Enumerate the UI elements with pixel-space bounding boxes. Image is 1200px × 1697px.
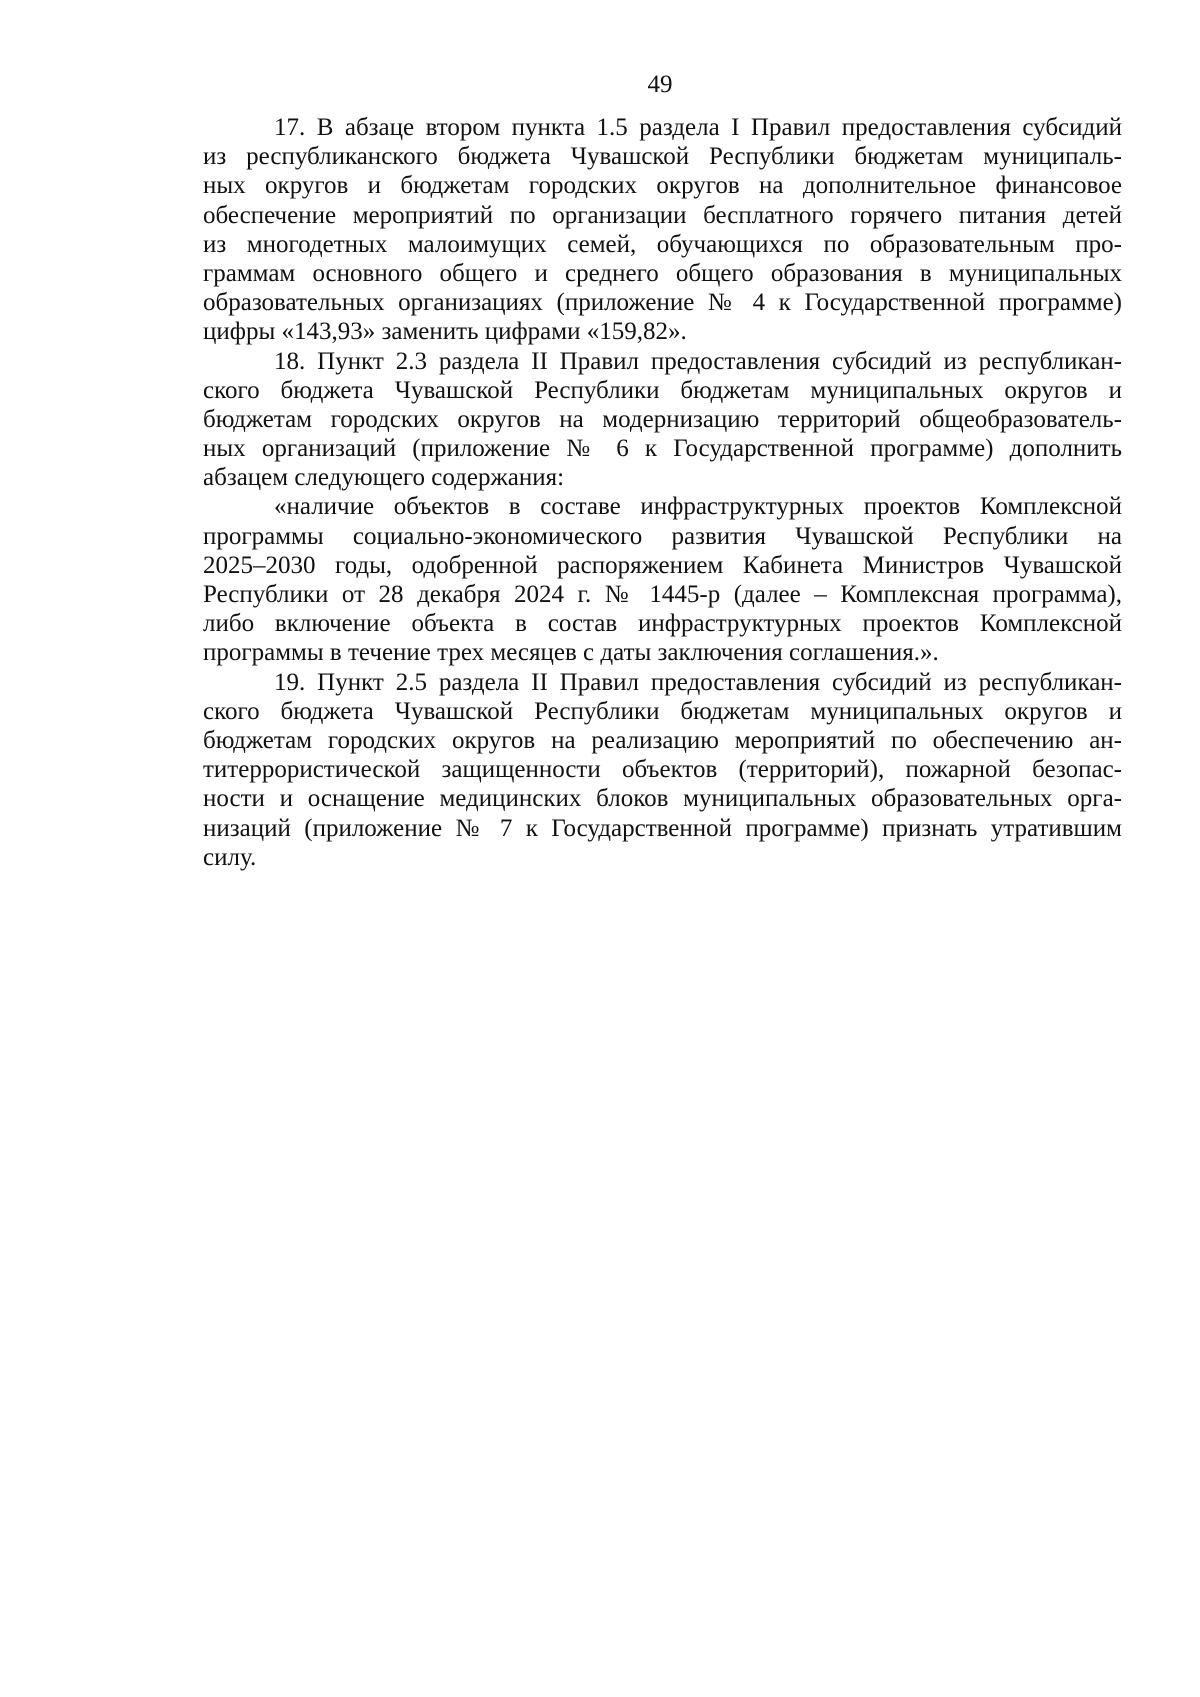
text-line: из республиканского бюджета Чувашской Республики бюджетам муниципаль-: [203, 143, 1122, 171]
text-line: титеррористической защищенности объектов (территорий), пожарной безопас-: [203, 756, 1122, 784]
text-line: абзацем следующего содержания:: [203, 464, 565, 492]
text-line: бюджетам городских округов на модернизацию территорий общеобразователь-: [203, 405, 1122, 433]
text-line: низаций (приложение № 7 к Государственной программе) признать утратившим: [203, 814, 1122, 842]
text-line: ных организаций (приложение № 6 к Государственной программе) дополнить: [203, 435, 1122, 463]
text-line: граммам основного общего и среднего общего образования в муниципальных: [203, 259, 1122, 287]
text-line: 19. Пункт 2.5 раздела II Правил предоставления субсидий из республикан-: [274, 668, 1122, 696]
text-line: ского бюджета Чувашской Республики бюджетам муниципальных округов и: [203, 697, 1122, 725]
text-line: образовательных организациях (приложение № 4 к Государственной программе): [203, 289, 1122, 317]
document-body: [203, 113, 1122, 872]
text-line: бюджетам городских округов на реализацию мероприятий по обеспечению ан-: [203, 726, 1122, 754]
text-line: обеспечение мероприятий по организации бесплатного горячего питания детей: [203, 201, 1122, 229]
text-line: 2025–2030 годы, одобренной распоряжением Кабинета Министров Чувашской: [203, 551, 1122, 579]
text-line: силу.: [203, 843, 257, 871]
quoted-paragraph: [203, 492, 1122, 667]
paragraph-17: [203, 113, 1122, 347]
text-line: ского бюджета Чувашской Республики бюджетам муниципальных округов и: [203, 376, 1122, 404]
text-line: программы социально-экономического развития Чувашской Республики на: [203, 522, 1122, 550]
text-line: 17. В абзаце втором пункта 1.5 раздела I Правил предоставления субсидий: [274, 114, 1122, 141]
text-line: программы в течение трех месяцев с даты заключения соглашения.».: [203, 639, 939, 667]
text-line: из многодетных малоимущих семей, обучающихся по образовательным про-: [203, 230, 1122, 258]
page-number: 49: [647, 71, 673, 98]
text-line: ных округов и бюджетам городских округов на дополнительное финансовое: [203, 172, 1122, 200]
paragraph-19: [203, 668, 1122, 872]
text-line: либо включение объекта в состав инфраструктурных проектов Комплексной: [203, 610, 1122, 638]
text-line: ности и оснащение медицинских блоков муниципальных образовательных орга-: [203, 785, 1122, 813]
text-line: Республики от 28 декабря 2024 г. № 1445-р (далее – Комплексная программа),: [203, 581, 1122, 608]
text-line: «наличие объектов в составе инфраструктурных проектов Комплексной: [274, 493, 1122, 521]
text-line: цифры «143,93» заменить цифрами «159,82».: [203, 318, 687, 346]
paragraph-18: [203, 347, 1122, 493]
text-line: 18. Пункт 2.3 раздела II Правил предоставления субсидий из республикан-: [274, 347, 1122, 375]
